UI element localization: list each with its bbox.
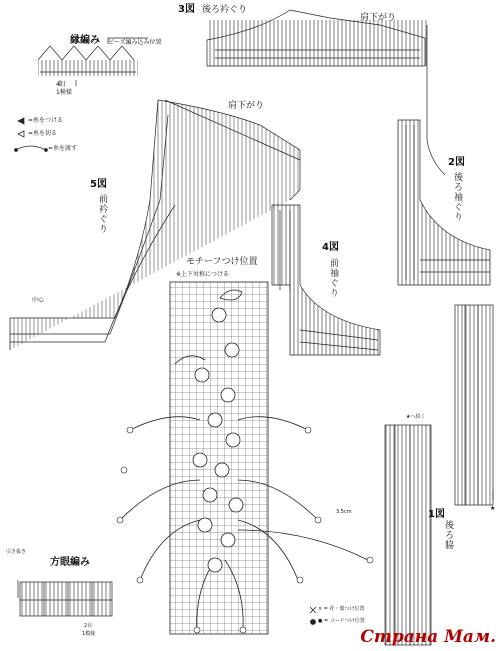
legend-attach: =糸をつける: [28, 117, 64, 124]
fig3-name: 後ろ衿ぐり: [202, 5, 248, 15]
watermark-logo: [360, 627, 496, 647]
watermark-text: Страна Мам: [360, 627, 491, 647]
motif-length: 3.5cm: [336, 509, 352, 515]
legend-cord-position: ● = コードつけ位置: [318, 618, 365, 624]
fig4-front-armhole-chart: [272, 205, 380, 355]
watermark-dot: .: [490, 627, 496, 647]
fig5-center: 中心: [32, 297, 45, 304]
fig4-name: 前袖ぐり: [328, 258, 338, 298]
fig1-name: 後ろ脇: [443, 520, 453, 550]
edge-repeat: 1模様: [56, 89, 72, 96]
filet-mesh-chart: [18, 580, 112, 616]
fig2-name: 後ろ袖ぐり: [452, 172, 462, 222]
legend-cut: =糸を切る: [28, 130, 58, 137]
mesh-repeat: 1模様: [82, 631, 96, 637]
fig1-title: 1図: [428, 509, 445, 520]
fig3-title: 3図: [178, 4, 195, 15]
mesh-title: 方眼編み: [50, 557, 90, 568]
fig5-title: 5図: [90, 179, 107, 190]
bottom-legend-symbols: [310, 607, 316, 625]
fig5-name: 前衿ぐり: [97, 194, 107, 234]
fig4-title: 4図: [322, 242, 339, 253]
motif-note: ※上下対称につける: [176, 271, 229, 278]
mesh-pull: 引き抜き: [6, 549, 27, 555]
fig1-back-side-chart: [385, 305, 496, 645]
fig2-title: 2図: [448, 157, 465, 168]
mesh-st-count: 2目: [84, 623, 93, 629]
bead-note: ビーズ編み込み位置: [108, 39, 162, 46]
fig1-star: ★: [490, 505, 496, 512]
edge-title: 縁編み: [70, 35, 100, 46]
fig2-back-armhole-chart: [398, 120, 490, 285]
legend-cross: =糸を渡す: [48, 145, 78, 152]
motif-title: モチーフつけ位置: [186, 257, 258, 267]
edge-st-count: 4目: [56, 81, 66, 88]
legend-flower-position: × = 花・葉つけ位置: [318, 606, 365, 612]
fig1-note: ★へ続く: [406, 414, 426, 420]
fig3-shoulder: 肩下がり: [360, 13, 397, 23]
fig5-shoulder: 肩下がり: [228, 101, 265, 111]
